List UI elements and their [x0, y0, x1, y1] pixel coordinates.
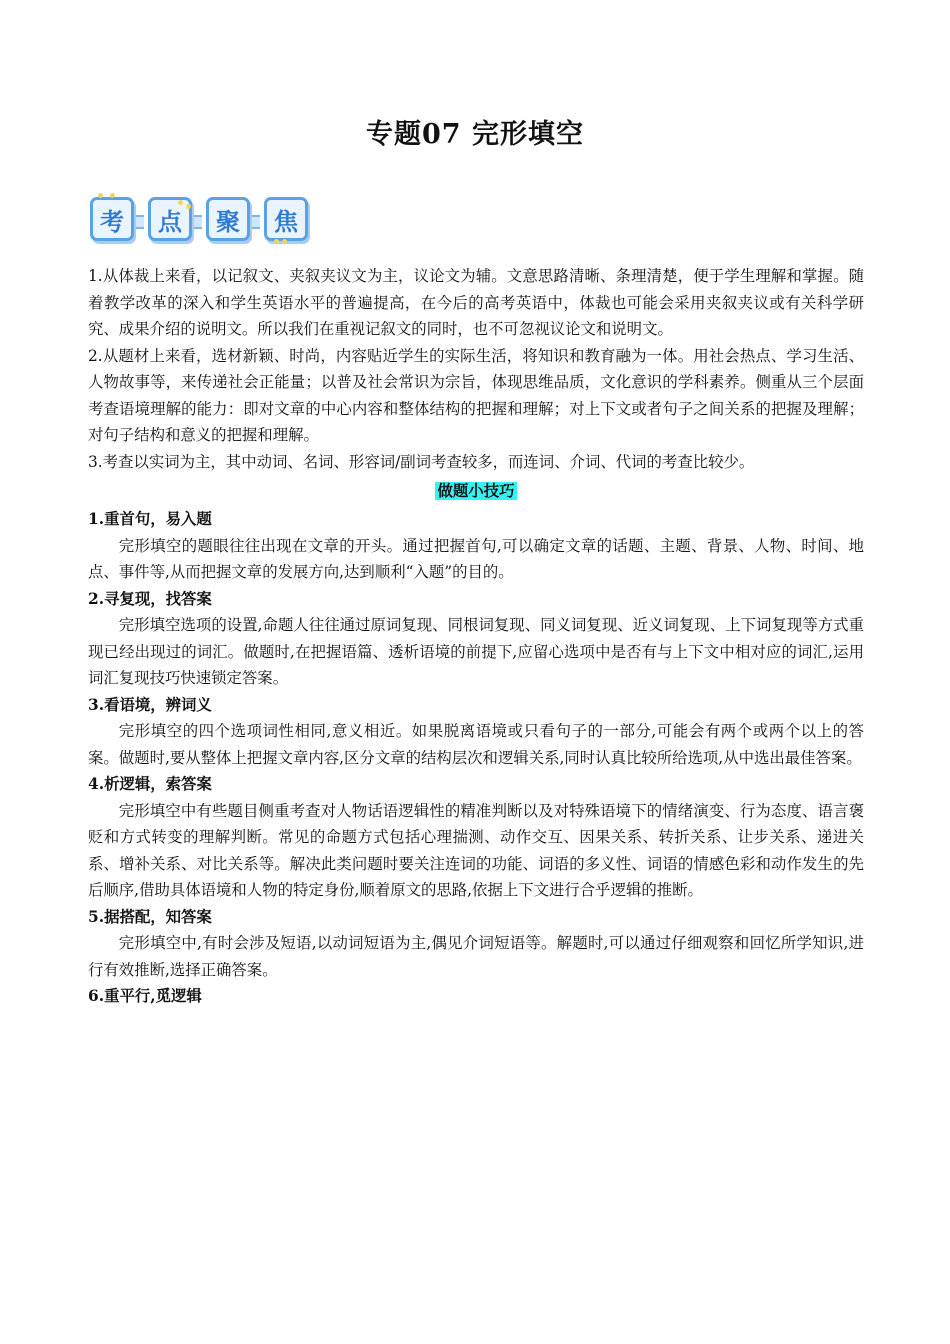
badge-dian: 点 [148, 197, 192, 241]
sparkle-icon [110, 193, 115, 198]
sparkle-icon [98, 193, 103, 198]
tip-2-body: 完形填空选项的设置,命题人往往通过原词复现、同根词复现、同义词复现、近义词复现、上下词复现等方式重现已经出现过的词汇。做题时,在把握语篇、透析语境的前提下,应留心选项中是否有与上下文中相对应的词汇,运用词汇复现技巧快速锁定答案。 [88, 616, 864, 687]
sparkle-icon [282, 239, 287, 244]
tip-5-heading: 5.据搭配，知答案 [88, 907, 212, 926]
page-title: 专题07 完形填空 [366, 119, 584, 150]
badge-jiao: 焦 [264, 197, 308, 241]
sparkle-icon [186, 204, 191, 209]
intro-paragraph-1: 1.从体裁上来看，以记叙文、夹叙夹议文为主，议论文为辅。文意思路清晰、条理清楚，便于学生理解和掌握。随着教学改革的深入和学生英语水平的普遍提高，在今后的高考英语中，体裁也可能会采用夹叙夹议或有关科学研究、成果介绍的说明文。所以我们在重视记叙文的同时，也不可忽视议论文和说明文。 [88, 267, 864, 338]
tip-3-body: 完形填空的四个选项词性相同,意义相近。如果脱离语境或只看句子的一部分,可能会有两个或两个以上的答案。做题时,要从整体上把握文章内容,区分文章的结构层次和逻辑关系,同时认真比较所给选项,从中选出最佳答案。 [88, 722, 864, 767]
badge-ju: 聚 [206, 197, 250, 241]
sparkle-icon [178, 200, 183, 205]
tip-5-body: 完形填空中,有时会涉及短语,以动词短语为主,偶见介词短语等。解题时,可以通过仔细观察和回忆所学知识,进行有效推断,选择正确答案。 [88, 934, 864, 979]
kaodian-jujiao-badges [88, 193, 320, 249]
tip-4-heading: 4.析逻辑，索答案 [88, 775, 212, 793]
tip-6-heading: 6.重平行,觅逻辑 [88, 987, 202, 1005]
document-body [88, 263, 864, 1010]
tip-1-heading: 1.重首句，易入题 [88, 510, 212, 528]
badge-kao: 考 [90, 197, 134, 241]
tips-heading-row [88, 478, 864, 504]
intro-paragraph-2: 2.从题材上来看，选材新颖、时尚，内容贴近学生的实际生活，将知识和教育融为一体。用社会热点、学习生活、人物故事等，来传递社会正能量；以普及社会常识为宗旨，体现思维品质，文化意识的学科素养。侧重从三个层面考查语境理解的能力：即对文章的中心内容和整体结构的把握和理解；对上下文或者句子之间关系的把握及理解；对句子结构和意义的把握和理解。 [88, 346, 864, 444]
tip-2-heading: 2.寻复现，找答案 [88, 589, 212, 608]
tip-4-body: 完形填空中有些题目侧重考查对人物话语逻辑性的精准判断以及对特殊语境下的情绪演变、行为态度、语言褒贬和方式转变的理解判断。常见的命题方式包括心理揣测、动作交互、因果关系、转折关系、让步关系、递进关系、增补关系、对比关系等。解决此类问题时要关注连词的功能、词语的多义性、词语的情感色彩和动作发生的先后顺序,借助具体语境和人物的特定身份,顺着原文的思路,依据上下文进行合乎逻辑的推断。 [88, 801, 864, 899]
tip-3-heading: 3.看语境，辨词义 [88, 695, 212, 714]
tips-heading: 做题小技巧 [435, 482, 518, 500]
sparkle-icon [274, 239, 279, 244]
tip-1-body: 完形填空的题眼往往出现在文章的开头。通过把握首句,可以确定文章的话题、主题、背景、人物、时间、地点、事件等,从而把握文章的发展方向,达到顺利“入题”的目的。 [88, 536, 864, 581]
intro-paragraph-3: 3.考查以实词为主，其中动词、名词、形容词/副词考查较多，而连词、介词、代词的考查比较少。 [88, 452, 755, 471]
